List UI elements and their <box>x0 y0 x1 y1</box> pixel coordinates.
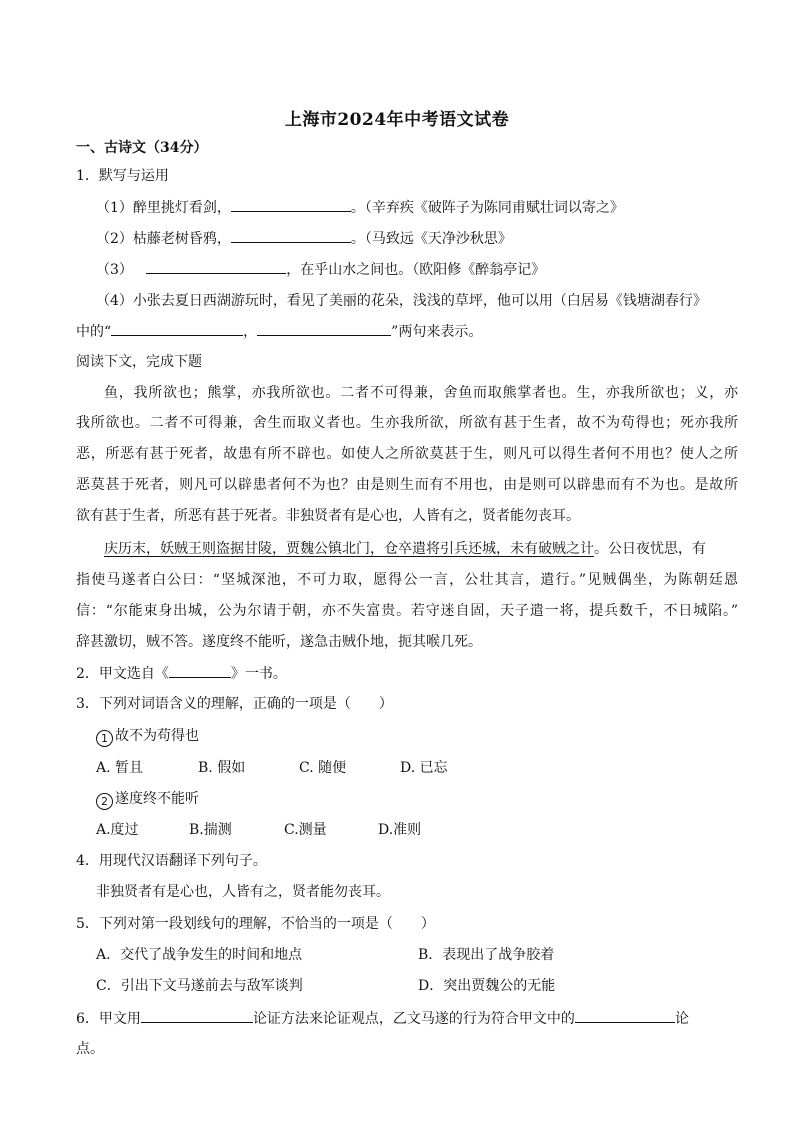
passage-a-line: 欲有甚于生者，所恶有甚于死者。非独贤者有是心也，人皆有之，贤者能勿丧耳。 <box>76 508 580 524</box>
q1-1-text: （1）醉里挑灯看剑， <box>96 200 231 216</box>
q6-text-end: 论 <box>674 1011 689 1027</box>
page-title: 上海市2024年中考语文试卷 <box>284 110 510 130</box>
reading-intro: 阅读下文，完成下题 <box>76 354 202 370</box>
q3-sub-2-text: 遂度终不能听 <box>115 791 199 807</box>
q1-item-4: （4）小张去夏日西湖游玩时，看见了美丽的花朵，浅浅的草坪，他可以用（白居易《钱塘湖春行》 <box>96 293 707 309</box>
q2-text-end: 》一书。 <box>230 666 287 682</box>
q6-cont: 点。 <box>76 1041 104 1057</box>
q1-3-source: ，在乎山水之间也。（欧阳修《醉翁亭记》 <box>286 262 546 278</box>
q1-1-source: 。（辛弃疾《破阵子为陈同甫赋壮词以寄之》 <box>350 200 624 216</box>
passage-a-line: 鱼，我所欲也；熊掌，亦我所欲也。二者不可得兼，舍鱼而取熊掌者也。生，亦我所欲也；义，亦 <box>104 385 738 401</box>
passage-b-line: 辞甚激切，贼不答。遂度终不能听，遂急击贼仆地，扼其喉几死。 <box>76 634 482 650</box>
q5-option-d[interactable]: D．突出贾魏公的无能 <box>418 978 556 994</box>
answer-blank[interactable] <box>231 228 351 243</box>
passage-a-line: 恶，所恶有甚于死者，故患有所不辟也。如使人之所欲莫甚于生，则凡可以得生者何不用也？使人之所 <box>76 446 738 462</box>
q3-1-option-a[interactable]: A. 暂且 <box>96 760 144 776</box>
q2-text: 2．甲文选自《 <box>76 666 169 682</box>
answer-blank[interactable] <box>141 1008 253 1023</box>
q5-stem: 5．下列对第一段划线句的理解，不恰当的一项是（ ） <box>76 916 435 932</box>
q1-4-suffix: ”两句来表示。 <box>391 324 483 340</box>
q6-text: 6．甲文用 <box>76 1011 141 1027</box>
q4-sentence: 非独贤者有是心也，人皆有之，贤者能勿丧耳。 <box>96 884 390 900</box>
answer-blank[interactable] <box>146 259 286 274</box>
q1-4-comma: ， <box>243 324 258 340</box>
q3-sub-2 <box>96 789 738 810</box>
q6-text-mid: 论证方法来论证观点，乙文马遂的行为符合甲文中的 <box>252 1011 575 1027</box>
underlined-sentence: 庆历末，妖贼王则盗据甘陵，贾魏公镇北门，仓卒遣将引兵还城，未有破贼之计 <box>104 541 594 557</box>
q6 <box>76 1008 738 1029</box>
q3-2-option-d[interactable]: D.准则 <box>378 822 422 838</box>
q3-sub-1-text: 故不为苟得也 <box>115 728 199 744</box>
q3-sub-1 <box>96 726 738 747</box>
passage-a-line: 恶莫甚于死者，则凡可以辟患者何不为也？由是则生而有不用也，由是则可以辟患而有不为也。是故所 <box>76 477 738 493</box>
q5-option-a[interactable]: A．交代了战争发生的时间和地点 <box>96 947 303 963</box>
q2 <box>76 663 738 684</box>
q1-3-num: （3） <box>96 262 133 278</box>
passage-b-line: 指使马遂者白公曰：“坚城深池，不可力取，愿得公一言，公壮其言，遣行。”见贼偶坐，为陈朝廷恩 <box>76 572 738 588</box>
passage-a-line: 我所欲也。二者不可得兼，舍生而取义者也。生亦我所欲，所欲有甚于生者，故不为苟得也；死亦我所 <box>76 415 738 431</box>
q4-stem: 4．用现代汉语翻译下列句子。 <box>76 853 267 869</box>
passage-b-text: 。公日夜忧思，有 <box>594 541 706 557</box>
q1-2-source: 。（马致远《天净沙秋思》 <box>350 231 512 247</box>
q1-item-2 <box>96 228 738 249</box>
q3-1-option-c[interactable]: C. 随便 <box>299 760 347 776</box>
q1-item-3 <box>96 259 738 280</box>
q1-item-1 <box>96 197 738 218</box>
section-heading: 一、古诗文（34分） <box>76 140 208 156</box>
answer-blank[interactable] <box>169 663 231 678</box>
answer-blank[interactable] <box>231 197 351 212</box>
passage-b-line: 信：“尔能束身出城，公为尔请于朝，亦不失富贵。若守迷自固，天子遣一将，提兵数千，不日城陷。” <box>76 603 738 619</box>
q3-2-option-b[interactable]: B.揣测 <box>189 822 232 838</box>
q1-item-4-cont <box>76 321 738 342</box>
circled-number-icon: 1 <box>96 730 113 747</box>
q3-stem: 3．下列对词语含义的理解，正确的一项是（ ） <box>76 696 393 712</box>
answer-blank[interactable] <box>111 321 243 336</box>
passage-b-line <box>104 539 738 559</box>
q3-1-option-d[interactable]: D. 已忘 <box>400 760 448 776</box>
q5-option-b[interactable]: B．表现出了战争胶着 <box>418 947 555 963</box>
circled-number-icon: 2 <box>96 793 113 810</box>
answer-blank[interactable] <box>257 321 391 336</box>
q1-stem: 1．默写与运用 <box>76 168 169 184</box>
q1-2-text: （2）枯藤老树昏鸦， <box>96 231 231 247</box>
q3-2-option-c[interactable]: C.测量 <box>284 822 327 838</box>
answer-blank[interactable] <box>575 1008 675 1023</box>
q3-2-option-a[interactable]: A.度过 <box>96 822 139 838</box>
q3-1-option-b[interactable]: B. 假如 <box>198 760 246 776</box>
q5-option-c[interactable]: C．引出下文马遂前去与敌军谈判 <box>96 978 303 994</box>
q1-4-prefix: 中的“ <box>76 324 112 340</box>
